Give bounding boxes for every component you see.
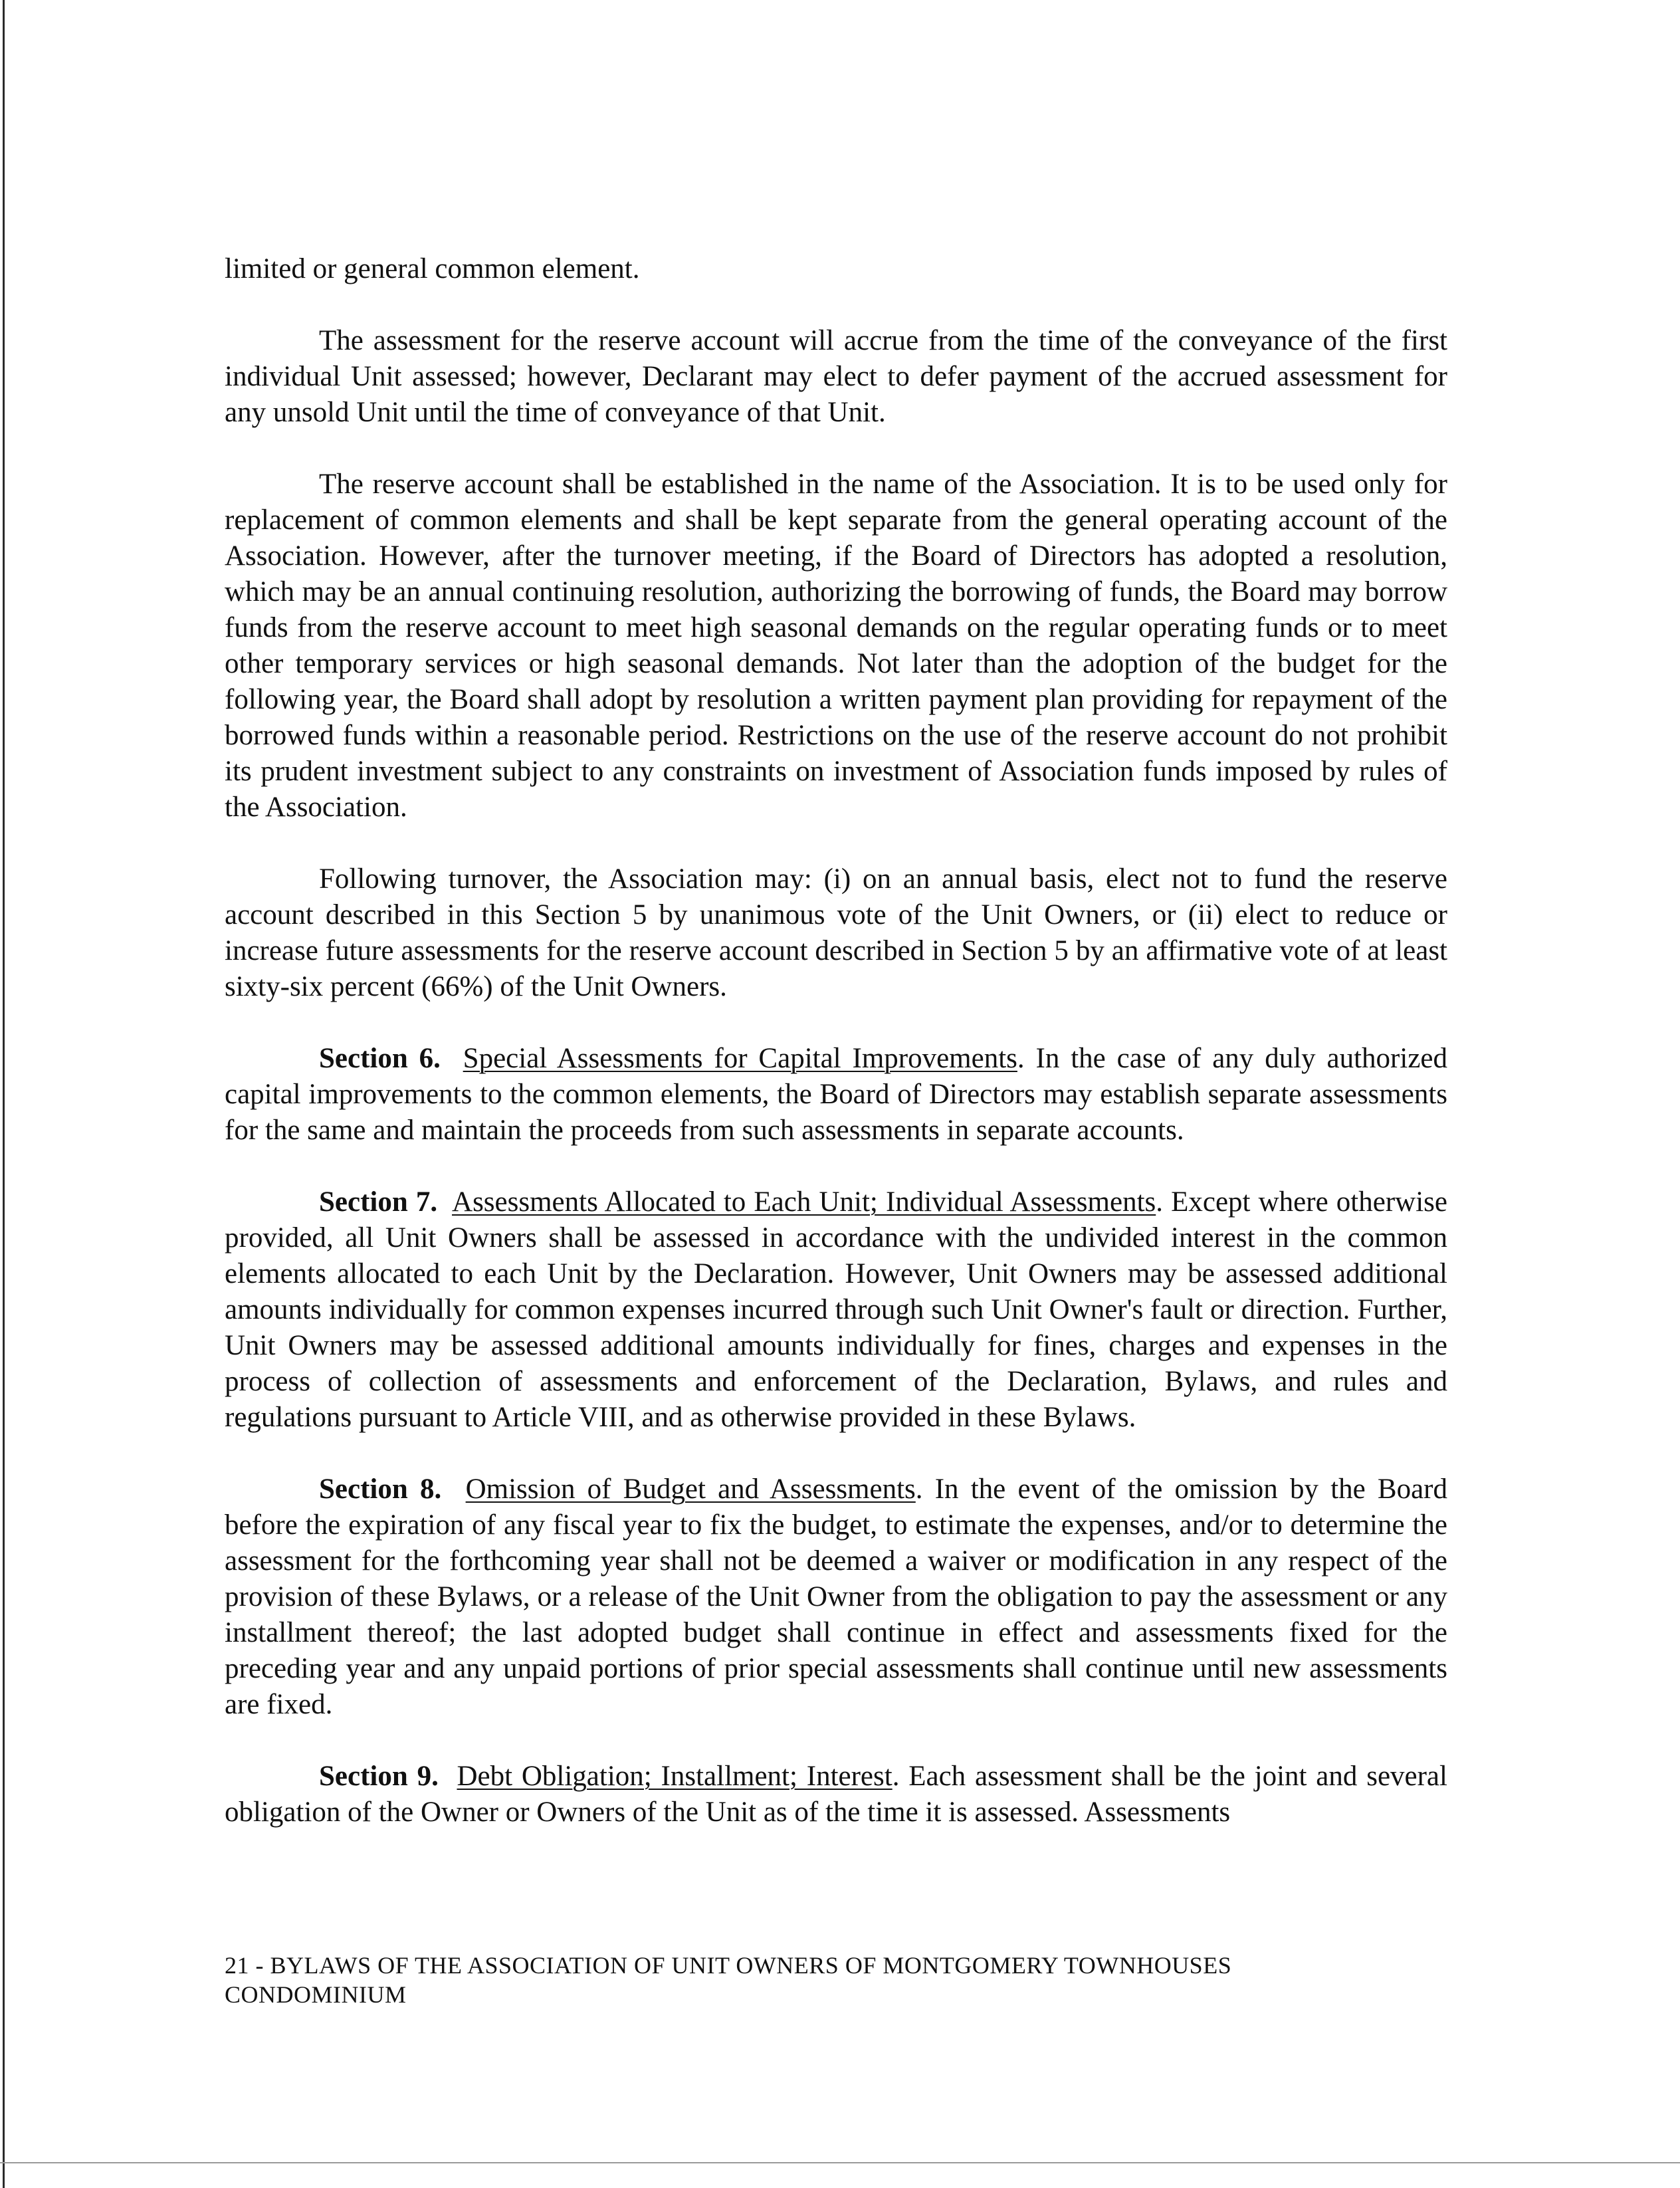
section-9-label: Section 9. xyxy=(319,1761,439,1792)
section-6-body: . In the case of any duly authorized capital improvements to the common elements, the Board of Directors may establish separate assessments for the same and maintain the proceeds from such assessments in separate accounts. xyxy=(225,1043,1447,1146)
section-6-title: Special Assessments for Capital Improvements xyxy=(463,1043,1017,1074)
paragraph-reserve-account: The reserve account shall be established in the name of the Association. It is to be used only for replacement of common elements and shall be kept separate from the general operating account of the Association. However, after the turnover meeting, if the Board of Directors has adopted a resolution, which may be an annual continuing resolution, authorizing the borrowing of funds, the Board may borrow funds from the reserve account to meet high seasonal demands on the regular operating funds or to meet other temporary services or high seasonal demands. Not later than the adoption of the budget for the following year, the Board shall adopt by resolution a written payment plan providing for repayment of the borrowed funds within a reasonable period. Restrictions on the use of the reserve account do not prohibit its prudent investment subject to any constraints on investment of Association funds imposed by rules of the Association. xyxy=(225,469,1447,823)
section-7-label: Section 7. xyxy=(319,1186,438,1218)
section-9-title: Debt Obligation; Installment; Interest xyxy=(457,1761,892,1792)
page-footer xyxy=(225,1951,1421,2009)
section-7-title: Assessments Allocated to Each Unit; Individual Assessments xyxy=(452,1186,1156,1218)
section-8-label: Section 8. xyxy=(319,1474,442,1505)
footer-line-1: 21 - BYLAWS OF THE ASSOCIATION OF UNIT OWNERS OF MONTGOMERY TOWNHOUSES xyxy=(225,1952,1232,1979)
section-7 xyxy=(225,1184,1447,1436)
scan-left-edge xyxy=(3,0,5,2188)
section-6 xyxy=(225,1041,1447,1149)
paragraph-following-turnover: Following turnover, the Association may: (i) on an annual basis, elect not to fund the reserve account described in this Section 5 by unanimous vote of the Unit Owners, or (ii) elect to reduce or increase future assessments for the reserve account described in Section 5 by an affirmative vote of at least sixty-six percent (66%) of the Unit Owners. xyxy=(225,863,1447,1002)
section-9 xyxy=(225,1759,1447,1830)
section-9-body: . Each assessment shall be the joint and several obligation of the Owner or Owners of the Unit as of the time it is assessed. Assessments xyxy=(225,1761,1447,1828)
section-8-title: Omission of Budget and Assessments xyxy=(465,1474,916,1505)
footer-line-2: CONDOMINIUM xyxy=(225,1981,407,2008)
bottom-rule xyxy=(0,2162,1680,2163)
paragraph-reserve-accrual: The assessment for the reserve account will accrue from the time of the conveyance of the first individual Unit assessed; however, Declarant may elect to defer payment of the accrued assessment for any unsold Unit until the time of conveyance of that Unit. xyxy=(225,325,1447,428)
section-8 xyxy=(225,1472,1447,1723)
paragraph-continuation: limited or general common element. xyxy=(225,253,640,284)
section-7-body: . Except where otherwise provided, all Unit Owners shall be assessed in accordance with the undivided interest in the common elements allocated to each Unit by the Declaration. However, Unit Owners may be assessed additional amounts individually for common expenses incurred through such Unit Owner's fault or direction. Further, Unit Owners may be assessed additional amounts individually for fines, charges and expenses in the process of collection of assessments and enforcement of the Declaration, Bylaws, and rules and regulations pursuant to Article VIII, and as otherwise provided in these Bylaws. xyxy=(225,1186,1447,1433)
section-6-label: Section 6. xyxy=(319,1043,441,1074)
section-8-body: . In the event of the omission by the Board before the expiration of any fiscal year to fix the budget, to estimate the expenses, and/or to determine the assessment for the forthcoming year shall not be deemed a waiver or modification in any respect of the provision of these Bylaws, or a release of the Unit Owner from the obligation to pay the assessment or any installment thereof; the last adopted budget shall continue in effect and assessments fixed for the preceding year and any unpaid portions of prior special assessments shall continue until new assessments are fixed. xyxy=(225,1474,1448,1720)
body-text xyxy=(225,251,1447,1830)
